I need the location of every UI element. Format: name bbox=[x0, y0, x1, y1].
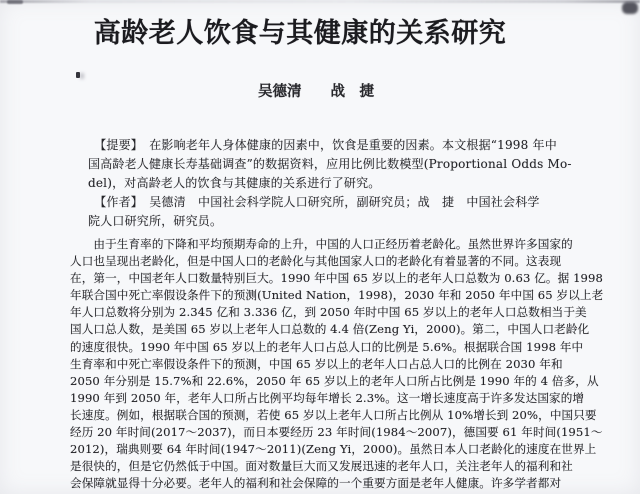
scan-smudge-top bbox=[0, 0, 640, 3]
body-text-line: 1990 年到 2050 年，老年人口所占比例平均每年增长 2.3%。这一增长速度高于许多发达国家的增 bbox=[70, 390, 585, 405]
scan-mark-top-right bbox=[622, 2, 638, 14]
body-text-line: 由于生育率的下降和平均预期寿命的上升，中国的人口正经历着老龄化。虽然世界许多国家的 bbox=[70, 237, 573, 251]
body-text-line: 经历 20 年时间(2017～2037)，而日本要经历 23 年时间(1984～2007)，德国要 61 年时间(1951～ bbox=[70, 425, 603, 440]
front-matter-block bbox=[88, 136, 572, 231]
body-text-line: 是很快的，但是它仍然低于中国。面对数量巨大而又发展迅速的老年人口，关注老年人的福利和社 bbox=[70, 459, 573, 474]
ink-speck bbox=[76, 72, 80, 78]
paper-title: 高龄老人饮食与其健康的关系研究 bbox=[93, 18, 507, 49]
body-text-line: 长速度。例如，根据联合国的预测，若使 65 岁以上老年人口所占比例从 10%增长到 20%，中国只要 bbox=[70, 407, 597, 422]
front-matter-line: 【提要】 在影响老年人身体健康的因素中，饮食是重要的因素。本文根据“1998 年中 bbox=[88, 138, 557, 152]
paper-byline-authors: 吴德清 战 捷 bbox=[258, 83, 374, 100]
body-text-line: 年联合国中死亡率假设条件下的预测(United Nation，1998)，2030 年和 2050 年中国 65 岁以上老 bbox=[70, 288, 604, 303]
front-matter-line: 国高龄老人健康长寿基础调查”的数据资料，应用比例比数模型(Proportional Odds Mo- bbox=[88, 157, 572, 171]
body-text-line: 人口也呈现出老龄化，但是中国人口的老龄化与其他国家人口的老龄化有着显著的不同。这表现 bbox=[70, 254, 562, 269]
front-matter-line: 【作者】 吴德清 中国社会科学院人口研究所，副研究员；战 捷 中国社会科学 bbox=[88, 195, 540, 209]
body-text-block bbox=[70, 236, 603, 492]
body-text-line: 的速度很快。1990 年中国 65 岁以上的老年人口占总人口的比例是 5.6%。根据联合国 1998 年中 bbox=[70, 339, 584, 354]
body-text-line: 生育率和中死亡率假设条件下的预测，中国 65 岁以上的老年人口占总人口的比例在 2030 年和 bbox=[70, 356, 563, 371]
body-text-line: 国人口总人数，是美国 65 岁以上老年人口总数的 4.4 倍(Zeng Yi，2000)。第二，中国人口老龄化 bbox=[70, 322, 590, 337]
body-text-line: 年人口总数将分别为 2.345 亿和 3.336 亿，到 2050 年时中国 65 岁以上的老年人口总数相当于美 bbox=[70, 305, 587, 320]
front-matter-line: del)，对高龄老人的饮食与其健康的关系进行了研究。 bbox=[88, 176, 381, 190]
body-text-line: 2050 年分别是 15.7%和 22.6%，2050 年 65 岁以上的老年人口所占比例是 1990 年的 4 倍多，从 bbox=[70, 373, 599, 388]
front-matter-line: 院人口研究所，研究员。 bbox=[88, 214, 223, 228]
body-text-line: 会保障就显得十分必要。老年人的福利和社会保障的一个重要方面是老年人健康。许多学者都对 bbox=[70, 476, 562, 491]
scan-mark-top-left bbox=[7, 0, 23, 4]
body-text-line: 在，第一，中国老年人口数量特别巨大。1990 年中国 65 岁以上的老年人口总数为 0.63 亿。据 1998 bbox=[70, 271, 603, 286]
body-text-line: 2012)，瑞典则要 64 年时间(1947～2011)(Zeng Yi，2000)。虽然日本人口老龄化的速度在世界上 bbox=[70, 442, 597, 457]
